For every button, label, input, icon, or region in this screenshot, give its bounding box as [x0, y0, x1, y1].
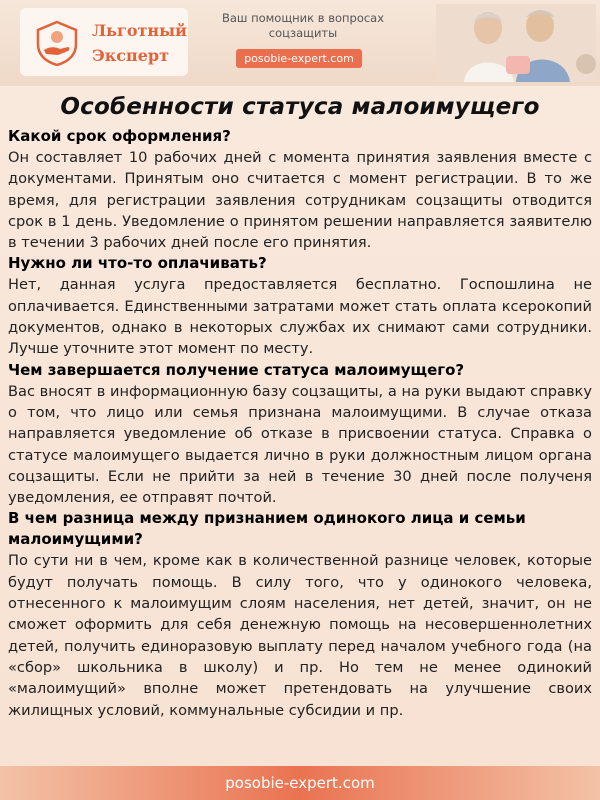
answer-paragraph: По сути ни в чем, кроме как в количественной разнице человек, которые будут получать помощь. В силу того, что у одинокого человека, отнесенного к малоимущим слоям населения, нет детей, значит, он не сможет оформить для себя денежную помощь на несовершеннолетних детей, получить единоразовую выплату перед началом учебного года (на «сбор» школьника в школу) и пр. Но тем не менее одинокий «малоимущий» вполне может претендовать на улучшение своих жилищных условий, коммунальные субсидии и пр.: [8, 552, 592, 719]
answer-paragraph: Он составляет 10 рабочих дней с момента принятия заявления вместе с документами. Принятым оно считается с момент регистрации. В то же время, для регистрации заявления сотрудникам соцзащиты отводится срок в 1 день. Уведомление о принятом решении направляется заявителю в течении 3 рабочих дней после его принятия.: [8, 149, 592, 252]
answer-paragraph: Нет, данная услуга предоставляется бесплатно. Госпошлина не оплачивается. Единственными затратами может стать оплата ксерокопий документов, однако в некоторых службах их снимают сами сотрудники. Лучше уточните этот момент по месту.: [8, 276, 592, 358]
article-body: [8, 126, 592, 721]
logo[interactable]: [20, 8, 188, 76]
elderly-couple-photo: [436, 4, 596, 82]
footer-bar: [0, 766, 600, 800]
question-heading: В чем разница между признанием одинокого лица и семьи малоимущими?: [8, 509, 526, 549]
question-heading: Какой срок оформления?: [8, 127, 231, 145]
footer-site-link[interactable]: posobie-expert.com: [225, 774, 375, 792]
answer-paragraph: Вас вносят в информационную базу соцзащиты, а на руки выдают справку о том, что лицо или семья признана малоимущими. В случае отказа направляется уведомление об отказе в присвоении статуса. Справка о статусе малоимущего выдается лично в руки должностным лицом органа соцзащиты. Если не прийти за ней в течение 30 дней после полученя уведомления, ее отправят почтой.: [8, 382, 592, 507]
header-banner: [0, 0, 600, 86]
hand-coin-logo-icon: [34, 20, 80, 66]
logo-text-line1: Льготный: [92, 21, 188, 40]
question-heading: Чем завершается получение статуса малоимущего?: [8, 360, 465, 379]
logo-text-line2: Эксперт: [92, 46, 170, 65]
question-heading: Нужно ли что-то оплачивать?: [8, 254, 267, 273]
site-url-badge[interactable]: posobie-expert.com: [236, 49, 362, 68]
page-title: Особенности статуса малоимущего: [60, 94, 540, 120]
tagline: Ваш помощник в вопросах соцзащиты: [221, 11, 385, 40]
